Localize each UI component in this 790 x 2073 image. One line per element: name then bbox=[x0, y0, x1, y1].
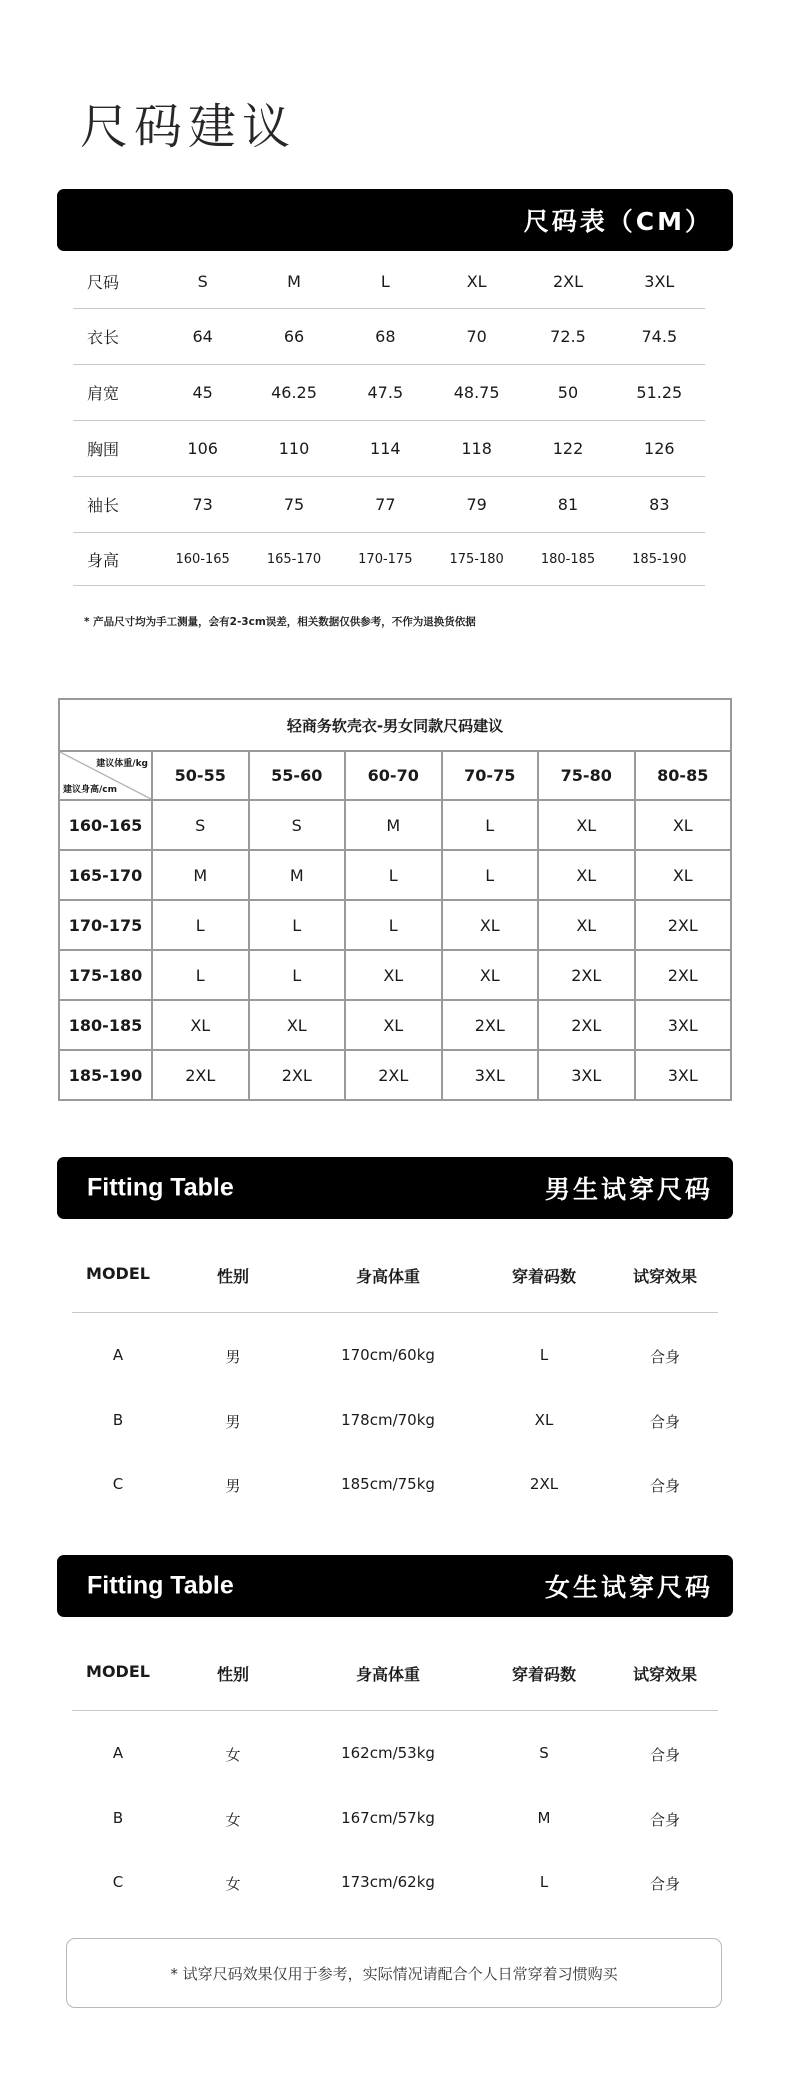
table-cell: L bbox=[442, 850, 539, 900]
cell-fit-effect: 合身 bbox=[649, 1477, 681, 1495]
corner-weight-label: 建议体重/kg bbox=[96, 759, 148, 769]
cell-height-weight: 167cm/57kg bbox=[341, 1809, 435, 1827]
cell-size-worn: S bbox=[539, 1744, 549, 1762]
table-row bbox=[59, 950, 731, 1000]
header-height-weight: 身高体重 bbox=[355, 1267, 421, 1286]
table-cell: 64 bbox=[157, 309, 248, 365]
table-cell: 2XL bbox=[345, 1050, 442, 1100]
row-header: 衣长 bbox=[73, 309, 157, 365]
table-cell: 180-185 bbox=[522, 533, 613, 586]
table-cell: 50 bbox=[522, 365, 613, 421]
header-model: MODEL bbox=[86, 1264, 150, 1283]
weight-header: 50-55 bbox=[152, 751, 249, 800]
table-cell: S bbox=[249, 800, 346, 850]
table-cell: L bbox=[340, 255, 431, 309]
table-cell: S bbox=[157, 255, 248, 309]
cell-model: A bbox=[112, 1346, 124, 1364]
table-cell: M bbox=[345, 800, 442, 850]
cell-fit-effect: 合身 bbox=[649, 1348, 681, 1366]
table-row bbox=[73, 421, 705, 477]
table-cell: 75 bbox=[248, 477, 339, 533]
table-cell: 185-190 bbox=[614, 533, 705, 586]
row-header: 胸围 bbox=[73, 421, 157, 477]
cell-model: B bbox=[112, 1809, 124, 1827]
table-cell: XL bbox=[442, 900, 539, 950]
table-row bbox=[73, 533, 705, 586]
weight-header: 60-70 bbox=[345, 751, 442, 800]
row-header: 肩宽 bbox=[73, 365, 157, 421]
table-row bbox=[59, 850, 731, 900]
cell-fit-effect: 合身 bbox=[649, 1811, 681, 1829]
table-cell: 45 bbox=[157, 365, 248, 421]
table-cell: 175-180 bbox=[431, 533, 522, 586]
cell-height-weight: 178cm/70kg bbox=[341, 1411, 435, 1429]
table-cell: XL bbox=[635, 850, 732, 900]
table-cell: 68 bbox=[340, 309, 431, 365]
height-header: 175-180 bbox=[59, 950, 152, 1000]
cell-gender: 女 bbox=[225, 1746, 241, 1764]
table-row bbox=[73, 309, 705, 365]
table-cell: XL bbox=[431, 255, 522, 309]
cell-fit-effect: 合身 bbox=[649, 1875, 681, 1893]
cell-height-weight: 173cm/62kg bbox=[341, 1873, 435, 1891]
table-cell: 66 bbox=[248, 309, 339, 365]
table-cell: 2XL bbox=[635, 950, 732, 1000]
header-gender: 性别 bbox=[216, 1267, 250, 1286]
table-cell: 79 bbox=[431, 477, 522, 533]
header-size-worn: 穿着码数 bbox=[511, 1665, 577, 1684]
table-cell: 3XL bbox=[635, 1000, 732, 1050]
table-cell: XL bbox=[635, 800, 732, 850]
table-cell: XL bbox=[538, 850, 635, 900]
table-cell: 81 bbox=[522, 477, 613, 533]
table-row bbox=[73, 255, 705, 309]
weight-header: 55-60 bbox=[249, 751, 346, 800]
height-header: 165-170 bbox=[59, 850, 152, 900]
table-row bbox=[59, 800, 731, 850]
table-cell: XL bbox=[345, 950, 442, 1000]
size-chart-table bbox=[73, 255, 705, 586]
table-row bbox=[73, 477, 705, 533]
table-cell: XL bbox=[152, 1000, 249, 1050]
table-cell: 46.25 bbox=[248, 365, 339, 421]
table-cell: 47.5 bbox=[340, 365, 431, 421]
size-chart-title-bar bbox=[57, 189, 733, 251]
height-header: 170-175 bbox=[59, 900, 152, 950]
table-cell: L bbox=[152, 900, 249, 950]
table-cell: 126 bbox=[614, 421, 705, 477]
cell-gender: 女 bbox=[225, 1875, 241, 1893]
table-cell: 3XL bbox=[442, 1050, 539, 1100]
header-model: MODEL bbox=[86, 1662, 150, 1681]
table-cell: 118 bbox=[431, 421, 522, 477]
table-header-row bbox=[59, 751, 731, 800]
table-cell: 2XL bbox=[152, 1050, 249, 1100]
female-fitting-title-bar bbox=[57, 1555, 733, 1617]
table-cell: M bbox=[249, 850, 346, 900]
weight-header: 75-80 bbox=[538, 751, 635, 800]
cell-gender: 男 bbox=[225, 1477, 241, 1495]
table-cell: 2XL bbox=[249, 1050, 346, 1100]
female-fitting-title: 女生试穿尺码 bbox=[544, 1573, 713, 1602]
male-fitting-title: 男生试穿尺码 bbox=[544, 1175, 713, 1204]
male-fitting-title-bar bbox=[57, 1157, 733, 1219]
table-cell: 3XL bbox=[635, 1050, 732, 1100]
cell-size-worn: L bbox=[539, 1873, 549, 1891]
table-cell: XL bbox=[249, 1000, 346, 1050]
header-fit-effect: 试穿效果 bbox=[632, 1267, 698, 1286]
header-gender: 性别 bbox=[216, 1665, 250, 1684]
table-row bbox=[59, 900, 731, 950]
table-cell: XL bbox=[538, 900, 635, 950]
table-cell: 83 bbox=[614, 477, 705, 533]
table-cell: 165-170 bbox=[248, 533, 339, 586]
row-header: 尺码 bbox=[73, 255, 157, 309]
table-cell: 106 bbox=[157, 421, 248, 477]
height-header: 160-165 bbox=[59, 800, 152, 850]
page-title: 尺码建议 bbox=[80, 99, 297, 155]
table-cell: 3XL bbox=[538, 1050, 635, 1100]
table-cell: 160-165 bbox=[157, 533, 248, 586]
cell-gender: 男 bbox=[225, 1348, 241, 1366]
height-header: 180-185 bbox=[59, 1000, 152, 1050]
cell-fit-effect: 合身 bbox=[649, 1746, 681, 1764]
table-cell: XL bbox=[442, 950, 539, 1000]
recommendation-caption: 轻商务软壳衣-男女同款尺码建议 bbox=[59, 699, 731, 751]
table-cell: 2XL bbox=[442, 1000, 539, 1050]
table-row bbox=[59, 1000, 731, 1050]
cell-height-weight: 162cm/53kg bbox=[341, 1744, 435, 1762]
corner-height-label: 建议身高/cm bbox=[63, 785, 118, 795]
table-row bbox=[59, 1050, 731, 1100]
corner-header bbox=[59, 751, 152, 800]
header-size-worn: 穿着码数 bbox=[511, 1267, 577, 1286]
table-cell: 73 bbox=[157, 477, 248, 533]
table-cell: L bbox=[345, 900, 442, 950]
table-cell: 2XL bbox=[538, 950, 635, 1000]
cell-height-weight: 170cm/60kg bbox=[341, 1346, 435, 1364]
table-cell: L bbox=[442, 800, 539, 850]
table-cell: M bbox=[248, 255, 339, 309]
cell-height-weight: 185cm/75kg bbox=[341, 1475, 435, 1493]
fitting-table-title: Fitting Table bbox=[87, 1571, 234, 1600]
cell-gender: 男 bbox=[225, 1413, 241, 1431]
size-recommendation-table bbox=[58, 698, 732, 1101]
cell-model: C bbox=[112, 1873, 124, 1891]
table-cell: XL bbox=[345, 1000, 442, 1050]
cell-size-worn: M bbox=[537, 1809, 551, 1827]
table-cell: 70 bbox=[431, 309, 522, 365]
weight-header: 80-85 bbox=[635, 751, 732, 800]
table-cell: 110 bbox=[248, 421, 339, 477]
cell-size-worn: 2XL bbox=[529, 1475, 559, 1493]
table-row bbox=[73, 365, 705, 421]
table-cell: L bbox=[249, 950, 346, 1000]
table-cell: L bbox=[345, 850, 442, 900]
cell-model: B bbox=[112, 1411, 124, 1429]
table-cell: 74.5 bbox=[614, 309, 705, 365]
fitting-disclaimer: * 试穿尺码效果仅用于参考，实际情况请配合个人日常穿着习惯购买 bbox=[66, 1938, 722, 2008]
cell-model: A bbox=[112, 1744, 124, 1762]
row-header: 袖长 bbox=[73, 477, 157, 533]
cell-size-worn: L bbox=[539, 1346, 549, 1364]
table-cell: 48.75 bbox=[431, 365, 522, 421]
table-cell: XL bbox=[538, 800, 635, 850]
divider bbox=[72, 1710, 718, 1711]
cell-size-worn: XL bbox=[534, 1411, 554, 1429]
cell-gender: 女 bbox=[225, 1811, 241, 1829]
table-cell: M bbox=[152, 850, 249, 900]
table-cell: 2XL bbox=[635, 900, 732, 950]
table-cell: 3XL bbox=[614, 255, 705, 309]
table-cell: L bbox=[152, 950, 249, 1000]
header-fit-effect: 试穿效果 bbox=[632, 1665, 698, 1684]
table-cell: 170-175 bbox=[340, 533, 431, 586]
divider bbox=[72, 1312, 718, 1313]
fitting-table-title: Fitting Table bbox=[87, 1173, 234, 1202]
table-cell: 114 bbox=[340, 421, 431, 477]
table-cell: 72.5 bbox=[522, 309, 613, 365]
header-height-weight: 身高体重 bbox=[355, 1665, 421, 1684]
table-cell: 122 bbox=[522, 421, 613, 477]
table-cell: 77 bbox=[340, 477, 431, 533]
table-cell: 2XL bbox=[538, 1000, 635, 1050]
size-chart-title: 尺码表（CM） bbox=[523, 207, 713, 236]
measurement-note: * 产品尺寸均为手工测量，会有2-3cm误差，相关数据仅供参考，不作为退换货依据 bbox=[84, 616, 476, 628]
weight-header: 70-75 bbox=[442, 751, 539, 800]
cell-fit-effect: 合身 bbox=[649, 1413, 681, 1431]
height-header: 185-190 bbox=[59, 1050, 152, 1100]
table-cell: L bbox=[249, 900, 346, 950]
cell-model: C bbox=[112, 1475, 124, 1493]
table-cell: 51.25 bbox=[614, 365, 705, 421]
row-header: 身高 bbox=[73, 533, 157, 586]
table-cell: 2XL bbox=[522, 255, 613, 309]
table-cell: S bbox=[152, 800, 249, 850]
